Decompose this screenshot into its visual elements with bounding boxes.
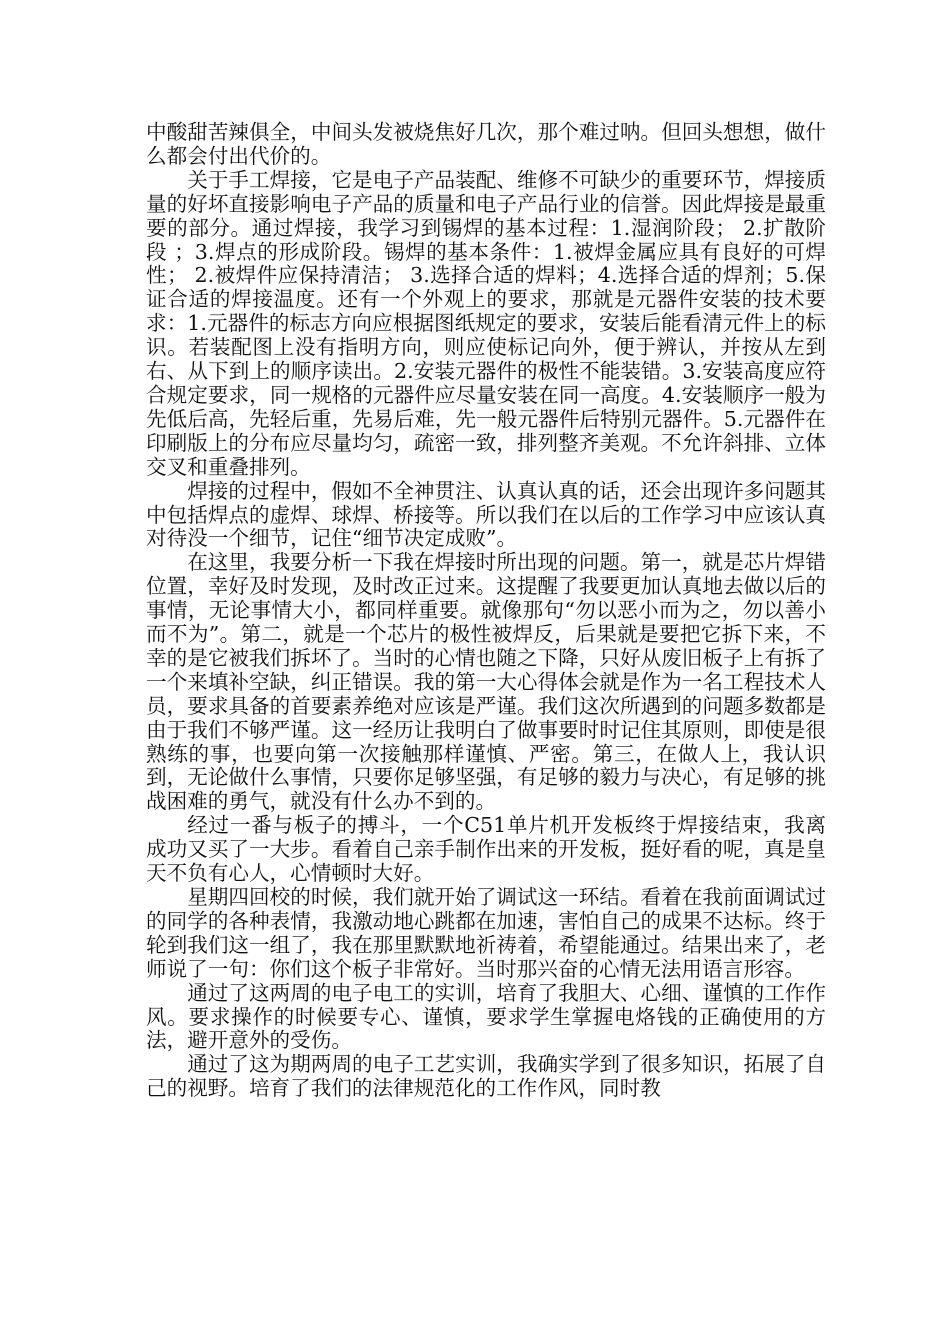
paragraph-5: 经过一番与板子的搏斗，一个C51单片机开发板终于焊接结束，我离成功又买了一大步。看着自己亲手制作出来的开发板，挺好看的呢，真是皇天不负有心人，心情顿时大好。 bbox=[146, 813, 826, 886]
paragraph-3: 焊接的过程中，假如不全神贯注、认真认真的话，还会出现许多问题其中包括焊点的虚焊、球焊、桥接等。所以我们在以后的工作学习中应该认真对待没一个细节，记住“细节决定成败”。 bbox=[146, 478, 826, 551]
document-page bbox=[146, 121, 826, 1101]
paragraph-6: 星期四回校的时候，我们就开始了调试这一环结。看着在我前面调试过的同学的各种表情，我激动地心跳都在加速，害怕自己的成果不达标。终于轮到我们这一组了，我在那里默默地祈祷着，希望能通过。结果出来了，老师说了一句：你们这个板子非常好。当时那兴奋的心情无法用语言形容。 bbox=[146, 885, 826, 981]
paragraph-7: 通过了这两周的电子电工的实训，培育了我胆大、心细、谨慎的工作作风。要求操作的时候要专心、谨慎，要求学生掌握电烙钱的正确使用的方法，避开意外的受伤。 bbox=[146, 980, 826, 1053]
paragraph-4: 在这里，我要分析一下我在焊接时所出现的问题。第一，就是芯片焊错位置，幸好及时发现，及时改正过来。这提醒了我要更加认真地去做以后的事情，无论事情大小，都同样重要。就像那句“勿以恶小而为之，勿以善小而不为”。第二，就是一个芯片的极性被焊反，后果就是要把它拆下来，不幸的是它被我们拆坏了。当时的心情也随之下降，只好从废旧板子上有拆了一个来填补空缺，纠正错误。我的第一大心得体会就是作为一名工程技术人员，要求具备的首要素养绝对应该是严谨。我们这次所遇到的问题多数都是由于我们不够严谨。这一经历让我明白了做事要时时记住其原则，即使是很熟练的事，也要向第一次接触那样谨慎、严密。第三，在做人上，我认识到，无论做什么事情，只要你足够坚强，有足够的毅力与决心，有足够的挑战困难的勇气，就没有什么办不到的。 bbox=[146, 550, 826, 814]
paragraph-8: 通过了这为期两周的电子工艺实训，我确实学到了很多知识，拓展了自己的视野。培育了我们的法律规范化的工作作风，同时教 bbox=[146, 1052, 826, 1101]
paragraph-1: 中酸甜苦辣俱全，中间头发被烧焦好几次，那个难过呐。但回头想想，做什么都会付出代价的。 bbox=[146, 120, 826, 168]
paragraph-2: 关于手工焊接，它是电子产品装配、维修不可缺少的重要环节，焊接质量的好坏直接影响电子产品的质量和电子产品行业的信誉。因此焊接是最重要的部分。通过焊接，我学习到锡焊的基本过程：1.湿润阶段； 2.扩散阶段 ；3.焊点的形成阶段。锡焊的基本条件：1.被焊金属应具有良好的可焊性； 2.被焊件应保持清洁； 3.选择合适的焊料；4.选择合适的焊剂；5.保证合适的焊接温度。还有一个外观上的要求，那就是元器件安装的技术要求：1.元器件的标志方向应根据图纸规定的要求，安装后能看清元件上的标识。若装配图上没有指明方向，则应使标记向外，便于辨认，并按从左到右、从下到上的顺序读出。2.安装元器件的极性不能装错。3.安装高度应符合规定要求，同一规格的元器件应尽量安装在同一高度。4.安装顺序一般为先低后高，先轻后重，先易后难，先一般元器件后特别元器件。5.元器件在印刷版上的分布应尽量均匀，疏密一致，排列整齐美观。不允许斜排、立体交叉和重叠排列。 bbox=[146, 167, 826, 479]
